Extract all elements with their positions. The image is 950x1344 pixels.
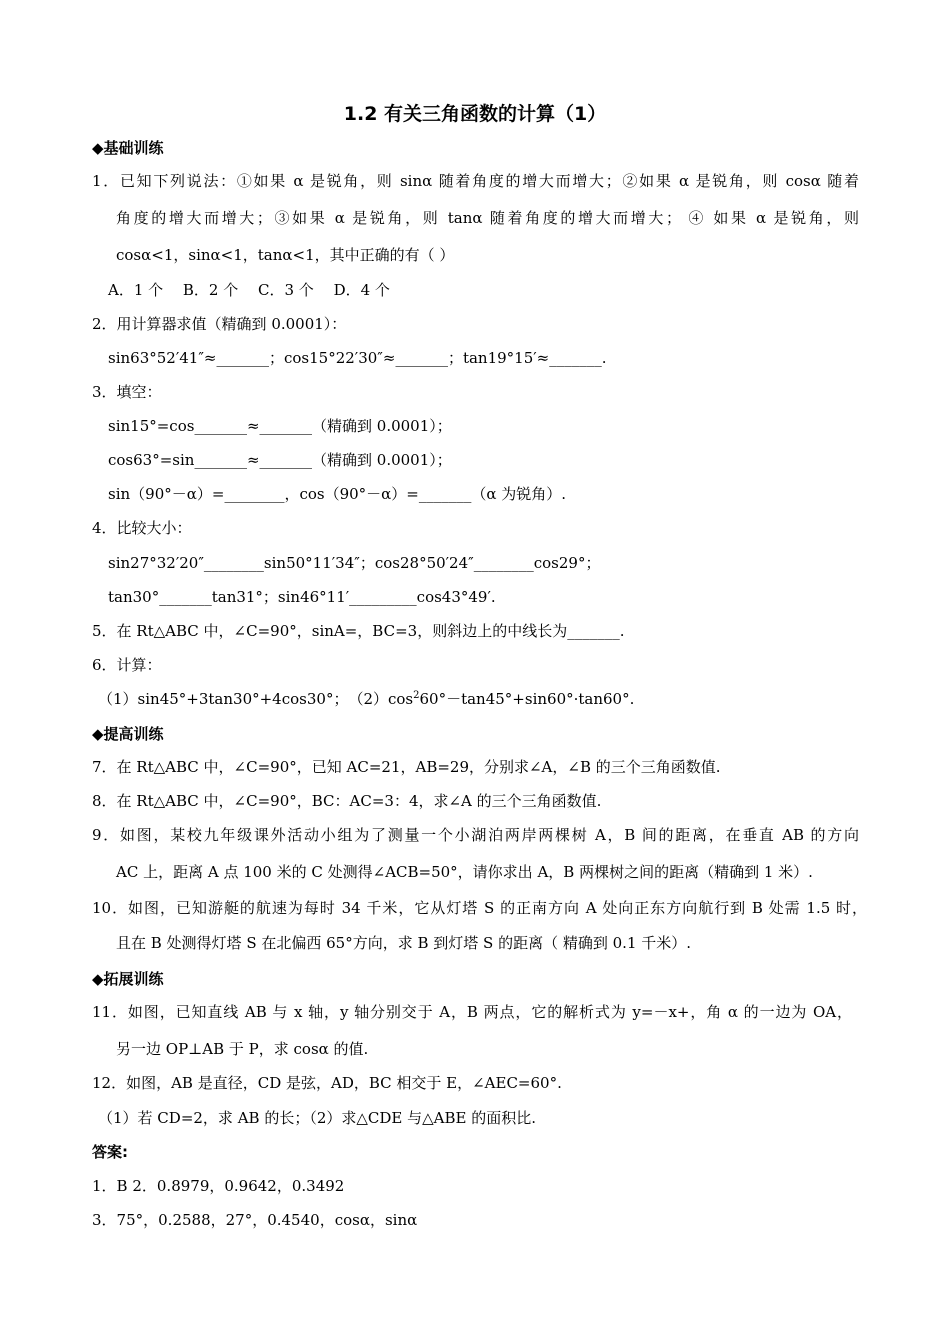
section-heading-improve: ◆提高训练 xyxy=(92,725,164,743)
question-5: 5．在 Rt△ABC 中，∠C=90°，sinA=，BC=3，则斜边上的中线长为_______. xyxy=(92,622,625,640)
question-6-items xyxy=(98,689,634,709)
page-title: 1.2 有关三角函数的计算（1） xyxy=(343,103,607,125)
question-4-prompt: 4．比较大小： xyxy=(92,519,192,537)
question-11-line-2: 另一边 OP⊥AB 于 P，求 cosα 的值. xyxy=(116,1040,369,1058)
answer-line-2: 3．75°，0.2588，27°，0.4540，cosα，sinα xyxy=(92,1211,418,1229)
question-6-text-pre: （1）sin45°+3tan30°+4cos30°； （2）cos xyxy=(98,690,414,708)
question-9-line-1: 9．如图，某校九年级课外活动小组为了测量一个小湖泊两岸两棵树 A，B 间的距离，在垂直 AB 的方向 xyxy=(92,826,859,844)
question-1-line-2: 角度的增大而增大；③如果 α 是锐角，则 tanα 随着角度的增大而增大； ④ 如果 α 是锐角，则 xyxy=(116,209,859,227)
question-10-line-1: 10．如图，已知游艇的航速为每时 34 千米，它从灯塔 S 的正南方向 A 处向正东方向航行到 B 处需 1.5 时， xyxy=(92,899,867,917)
section-heading-basic: ◆基础训练 xyxy=(92,139,164,157)
question-3-item-3: sin（90°－α）=________，cos（90°－α）=_______（α 为锐角）. xyxy=(108,485,567,503)
question-2-items: sin63°52′41″≈_______；cos15°22′30″≈_______；tan19°15′≈_______. xyxy=(108,349,607,367)
question-3-item-1: sin15°=cos_______≈_______（精确到 0.0001）； xyxy=(108,417,452,435)
question-12-line-1: 12．如图，AB 是直径，CD 是弦，AD，BC 相交于 E，∠AEC=60°. xyxy=(92,1074,562,1092)
question-2-prompt: 2．用计算器求值（精确到 0.0001）： xyxy=(92,315,347,333)
question-1-line-3: cosα<1，sinα<1，tanα<1，其中正确的有（ ） xyxy=(116,246,455,264)
question-8: 8．在 Rt△ABC 中，∠C=90°，BC：AC=3：4，求∠A 的三个三角函数值. xyxy=(92,792,602,810)
question-1-line-1: 1．已知下列说法：①如果 α 是锐角，则 sinα 随着角度的增大而增大；②如果 α 是锐角，则 cosα 随着 xyxy=(92,172,859,190)
answers-heading: 答案: xyxy=(92,1143,128,1161)
question-3-item-2: cos63°=sin_______≈_______（精确到 0.0001）； xyxy=(108,451,452,469)
question-4-item-1: sin27°32′20″________sin50°11′34″；cos28°50′24″________cos29°； xyxy=(108,554,601,572)
question-6-prompt: 6．计算： xyxy=(92,656,162,674)
question-11-line-1: 11．如图，已知直线 AB 与 x 轴，y 轴分别交于 A，B 两点，它的解析式为 y=－x+，角 α 的一边为 OA， xyxy=(92,1003,852,1021)
question-7: 7．在 Rt△ABC 中，∠C=90°，已知 AC=21，AB=29，分别求∠A，∠B 的三个三角函数值. xyxy=(92,758,721,776)
question-6-text-post: 60°－tan45°+sin60°·tan60°. xyxy=(419,690,635,708)
answer-line-1: 1．B 2．0.8979，0.9642，0.3492 xyxy=(92,1177,345,1195)
question-3-prompt: 3．填空： xyxy=(92,383,162,401)
question-12-line-2: （1）若 CD=2，求 AB 的长；（2）求△CDE 与△ABE 的面积比. xyxy=(98,1109,536,1127)
question-4-item-2: tan30°_______tan31°；sin46°11′_________cos43°49′. xyxy=(108,588,496,606)
question-10-line-2: 且在 B 处测得灯塔 S 在北偏西 65°方向，求 B 到灯塔 S 的距离（ 精确到 0.1 千米）. xyxy=(116,934,692,952)
question-6-exponent: 2 xyxy=(413,690,420,701)
question-1-options: A．1 个 B．2 个 C．3 个 D．4 个 xyxy=(108,281,390,299)
question-9-line-2: AC 上，距离 A 点 100 米的 C 处测得∠ACB=50°，请你求出 A，B 两棵树之间的距离（精确到 1 米）. xyxy=(116,863,813,881)
section-heading-extend: ◆拓展训练 xyxy=(92,970,164,988)
